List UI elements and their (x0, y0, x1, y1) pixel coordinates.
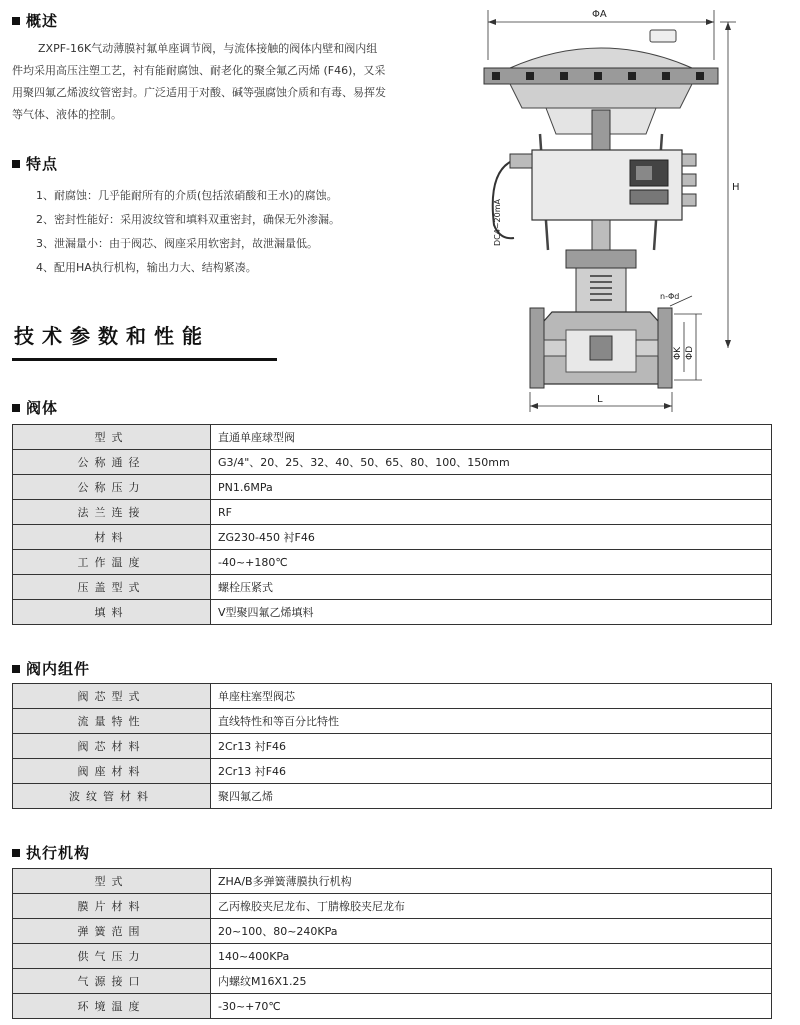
row-value: 聚四氟乙烯 (211, 784, 772, 809)
table-heading-trim: 阀内组件 (12, 658, 90, 679)
row-value: -30~+70℃ (211, 994, 772, 1019)
row-label: 阀芯材料 (13, 734, 211, 759)
valve-drawing (470, 0, 800, 420)
table-row (13, 709, 772, 734)
dim-k-label: ΦK (673, 347, 683, 360)
signal-label: DC4~20mA (493, 199, 502, 246)
table-row (13, 944, 772, 969)
table-row (13, 759, 772, 784)
row-label: 膜片材料 (13, 894, 211, 919)
overview-line: 用聚四氟乙烯波纹管密封。广泛适用于对酸、碱等强腐蚀介质和有毒、易挥发 (12, 86, 386, 99)
table-row (13, 869, 772, 894)
row-value: 螺栓压紧式 (211, 575, 772, 600)
features-heading: 特点 (12, 153, 58, 174)
valve-diagram (470, 0, 800, 420)
table-heading-actuator: 执行机构 (12, 842, 90, 863)
valve-body-table (12, 424, 772, 625)
row-label: 流量特性 (13, 709, 211, 734)
row-label: 阀座材料 (13, 759, 211, 784)
row-label: 弹簧范围 (13, 919, 211, 944)
row-label: 阀芯型式 (13, 684, 211, 709)
dim-l-label: L (597, 394, 603, 405)
row-value: 20~100、80~240KPa (211, 919, 772, 944)
row-label: 法兰连接 (13, 500, 211, 525)
row-value: 单座柱塞型阀芯 (211, 684, 772, 709)
row-label: 公称压力 (13, 475, 211, 500)
dim-d-label: ΦD (685, 345, 695, 360)
row-value: 乙丙橡胶夹尼龙布、丁腈橡胶夹尼龙布 (211, 894, 772, 919)
heading-square-icon (12, 160, 20, 168)
overview-line: ZXPF-16K气动薄膜衬氟单座调节阀，与流体接触的阀体内壁和阀内组 (38, 42, 378, 55)
row-label: 供气压力 (13, 944, 211, 969)
row-value: -40~+180℃ (211, 550, 772, 575)
row-label: 气源接口 (13, 969, 211, 994)
heading-square-icon (12, 404, 20, 412)
row-label: 材料 (13, 525, 211, 550)
table-row (13, 994, 772, 1019)
spec-title-underline (12, 358, 277, 361)
heading-square-icon (12, 665, 20, 673)
row-value: PN1.6MPa (211, 475, 772, 500)
row-value: V型聚四氟乙烯填料 (211, 600, 772, 625)
row-label: 压盖型式 (13, 575, 211, 600)
row-label: 型式 (13, 425, 211, 450)
row-value: G3/4"、20、25、32、40、50、65、80、100、150mm (211, 450, 772, 475)
trim-table (12, 683, 772, 809)
table-row (13, 425, 772, 450)
feature-item: 2、密封性能好：采用波纹管和填料双重密封，确保无外渗漏。 (36, 213, 340, 226)
row-value: RF (211, 500, 772, 525)
table-row (13, 894, 772, 919)
table-row (13, 500, 772, 525)
row-value: 直线特性和等百分比特性 (211, 709, 772, 734)
bolt-label: n-Φd (660, 292, 680, 301)
spec-title: 技术参数和性能 (14, 324, 210, 348)
heading-square-icon (12, 849, 20, 857)
row-value: 2Cr13 衬F46 (211, 734, 772, 759)
table-row (13, 575, 772, 600)
table-row (13, 919, 772, 944)
actuator-table (12, 868, 772, 1019)
row-value: 直通单座球型阀 (211, 425, 772, 450)
heading-square-icon (12, 17, 20, 25)
table-row (13, 969, 772, 994)
overview-line: 件均采用高压注塑工艺，衬有能耐腐蚀、耐老化的聚全氟乙丙烯 (F46)，又采 (12, 64, 386, 77)
row-value: ZHA/B多弹簧薄膜执行机构 (211, 869, 772, 894)
overview-paragraph (12, 38, 467, 126)
row-label: 公称通径 (13, 450, 211, 475)
row-label: 填料 (13, 600, 211, 625)
row-label: 环境温度 (13, 994, 211, 1019)
row-value: 内螺纹M16X1.25 (211, 969, 772, 994)
table-row (13, 550, 772, 575)
table-row (13, 475, 772, 500)
dim-a-label: ΦA (592, 9, 607, 20)
feature-item: 3、泄漏量小：由于阀芯、阀座采用软密封，故泄漏量低。 (36, 237, 318, 250)
table-row (13, 684, 772, 709)
feature-item: 1、耐腐蚀：几乎能耐所有的介质(包括浓硝酸和王水)的腐蚀。 (36, 189, 338, 202)
table-heading-valve-body: 阀体 (12, 397, 58, 418)
table-row (13, 784, 772, 809)
feature-item: 4、配用HA执行机构，输出力大、结构紧凑。 (36, 261, 257, 274)
table-row (13, 450, 772, 475)
row-label: 波纹管材料 (13, 784, 211, 809)
row-value: 2Cr13 衬F46 (211, 759, 772, 784)
row-value: 140~400KPa (211, 944, 772, 969)
features-list (36, 184, 466, 280)
dim-h-label: H (732, 182, 740, 193)
row-value: ZG230-450 衬F46 (211, 525, 772, 550)
table-row (13, 734, 772, 759)
table-row (13, 600, 772, 625)
table-row (13, 525, 772, 550)
overview-heading: 概述 (12, 10, 58, 31)
row-label: 工作温度 (13, 550, 211, 575)
overview-line: 等气体、液体的控制。 (12, 108, 122, 121)
row-label: 型式 (13, 869, 211, 894)
